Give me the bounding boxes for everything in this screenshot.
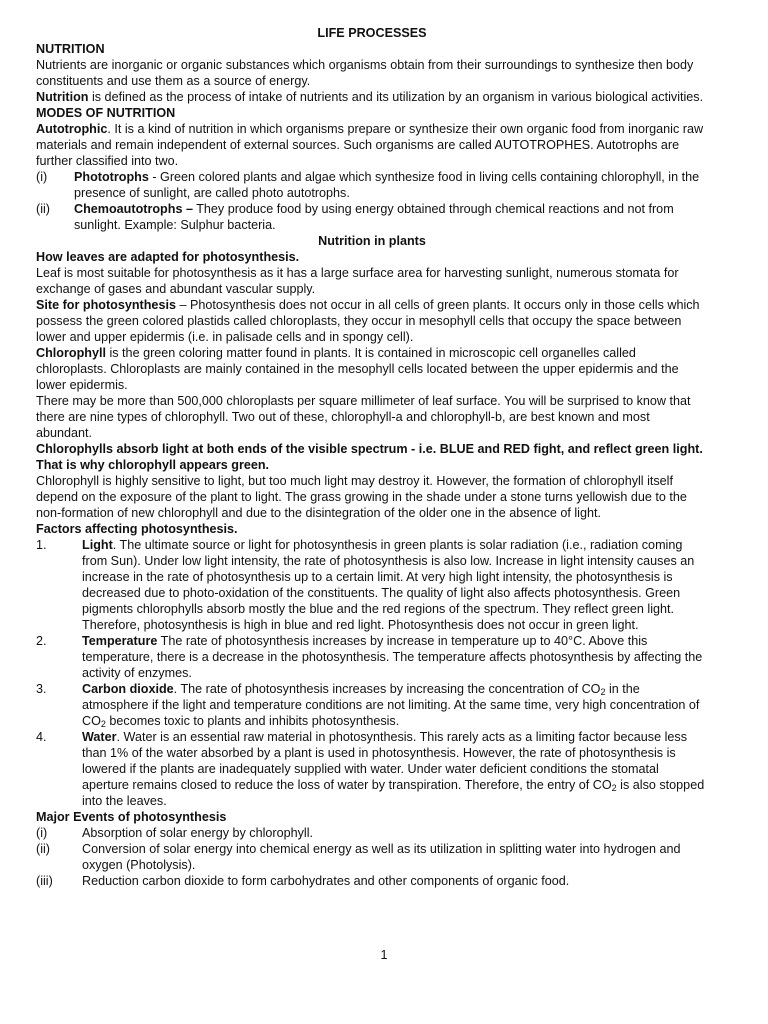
list-item: [36, 169, 708, 201]
page-number: 1: [380, 948, 388, 962]
list-item-number: (ii): [36, 842, 50, 856]
leaves-paragraph: Leaf is most suitable for photosynthesis as it has a large surface area for harvesting sunlight, numerous stomata for exchange of gases and abundant vascular supply.: [36, 266, 679, 296]
list-item-number: (i): [36, 170, 48, 184]
phototrophs-text: - Green colored plants and algae which synthesize food in living cells containing chlorophyll, in the presence of sunlight, are called photo autotrophs.: [74, 170, 700, 200]
chlorophyll-paragraph: [36, 345, 708, 393]
list-item: [36, 825, 708, 841]
list-item-number: 2.: [36, 634, 47, 648]
subscript-2: 2: [600, 687, 606, 697]
list-item: [36, 681, 708, 729]
list-item-text: [82, 681, 708, 729]
major-events-heading: Major Events of photosynthesis: [36, 810, 227, 824]
chlorophyll-term: Chlorophyll: [36, 346, 106, 360]
list-item-number: 1.: [36, 538, 47, 552]
list-item-number: (ii): [36, 202, 50, 216]
list-item-text: [74, 169, 708, 201]
chlorophyll-text: is the green coloring matter found in plants. It is contained in microscopic cell organelles called chloroplasts. Chloroplasts are mainly contained in the mesophyll cells located between the upper epidermis and the lower epidermis.: [36, 346, 679, 392]
co2-text-a: . The rate of photosynthesis increases by increasing the concentration of CO: [173, 682, 601, 696]
subscript-2: 2: [611, 783, 617, 793]
nutrition-definition: [36, 89, 708, 105]
list-item-number: (i): [36, 826, 48, 840]
modes-heading: MODES OF NUTRITION: [36, 106, 176, 120]
list-item-text: Reduction carbon dioxide to form carbohydrates and other components of organic food.: [82, 874, 570, 888]
leaves-heading: How leaves are adapted for photosynthesis.: [36, 250, 300, 264]
chemoautotrophs-term: Chemoautotrophs –: [74, 202, 193, 216]
temperature-term: Temperature: [82, 634, 158, 648]
list-item-text: [74, 201, 708, 233]
co2-text-b: in the atmosphere if the light and temperature conditions are not limiting. At the same time, very high concentration of CO: [82, 682, 700, 728]
site-text: – Photosynthesis does not occur in all cells of green plants. It occurs only in those cells which possess the green colored plastids called chloroplasts, they occur in mesophyll cells that occupy the space between lower and upper epidermis (i.e. in palisade cells and in spongy cell).: [36, 298, 700, 344]
carbon-dioxide-term: Carbon dioxide: [82, 682, 174, 696]
chemoautotrophs-text: They produce food by using energy obtained through chemical reactions and not from sunlight. Example: Sulphur bacteria.: [74, 202, 674, 232]
site-paragraph: [36, 297, 708, 345]
water-term: Water: [82, 730, 117, 744]
co2-text-c: becomes toxic to plants and inhibits photosynthesis.: [105, 714, 400, 728]
list-item-number: 4.: [36, 730, 47, 744]
water-text-a: . Water is an essential raw material in photosynthesis. This rarely acts as a limiting factor because less than 1% of the water absorbed by a plant is used in photosynthesis. However, the rate of photosynthesis is lowered if the plants are inadequately supplied with water. Under water deficient conditions the stomatal aperture remains closed to reduce the loss of water by transpiration. Therefore, the entry of CO: [82, 730, 687, 792]
list-item-text: Absorption of solar energy by chlorophyll.: [82, 826, 314, 840]
subscript-2: 2: [100, 719, 106, 729]
absorb-light-heading: Chlorophylls absorb light at both ends of the visible spectrum - i.e. BLUE and RED fight, and reflect green light. That is why chlorophyll appears green.: [36, 442, 703, 472]
nutrition-term: Nutrition: [36, 90, 89, 104]
nutrition-in-plants-heading: Nutrition in plants: [318, 234, 426, 248]
list-item-text: Conversion of solar energy into chemical energy as well as its utilization in splitting water into hydrogen and oxygen (Photolysis).: [82, 842, 681, 872]
list-item-text: [82, 633, 708, 681]
list-item: [36, 841, 708, 873]
nutrition-heading: NUTRITION: [36, 42, 105, 56]
site-term: Site for photosynthesis: [36, 298, 176, 312]
light-sensitivity-paragraph: Chlorophyll is highly sensitive to light, but too much light may destroy it. However, the formation of chlorophyll itself depend on the exposure of the plant to light. The grass growing in the shade under a stone turns yellowish due to the non-formation of new chlorophyll and due to the disintegration of the older one in the absence of light.: [36, 474, 687, 520]
nutrients-definition: Nutrients are inorganic or organic substances which organisms obtain from their surroundings to synthesize then body constituents and use them as a source of energy.: [36, 58, 694, 88]
list-item-number: 3.: [36, 682, 47, 696]
list-item: [36, 201, 708, 233]
temperature-text: The rate of photosynthesis increases by increase in temperature up to 40°C. Above this temperature, there is a decrease in the photosynthesis. The temperature affects photosynthesis by affecting the activity of enzymes.: [82, 634, 703, 680]
list-item: [36, 729, 708, 809]
list-item-text: [82, 537, 708, 633]
list-item: [36, 537, 708, 633]
document-title: LIFE PROCESSES: [317, 26, 427, 40]
list-item: [36, 873, 708, 889]
light-text: . The ultimate source or light for photosynthesis in green plants is solar radiation (i.e., radiation coming from Sun). Under low light intensity, the rate of photosynthesis is also low. Increase in light intensity causes an increase in the rate of photosynthesis up to a certain limit. At very high light intensity, the photosynthesis is decreased due to photo-oxidation of the constituents. The quality of light also affects photosynthesis. Green pigments chlorophylls absorb mostly the blue and the red regions of the spectrum. They reflect green light. Therefore, photosynthesis is high in blue and red light. Photosynthesis does not occur in green light.: [82, 538, 695, 632]
light-term: Light: [82, 538, 113, 552]
phototrophs-term: Phototrophs: [74, 170, 149, 184]
list-item: [36, 633, 708, 681]
nutrition-definition-text: is defined as the process of intake of nutrients and its utilization by an organism in various biological activities.: [88, 90, 704, 104]
autotrophic-term: Autotrophic: [36, 122, 108, 136]
factors-heading: Factors affecting photosynthesis.: [36, 522, 238, 536]
autotrophic-text: . It is a kind of nutrition in which organisms prepare or synthesize their own organic food from inorganic raw materials and remain independent of external sources. Such organisms are called AUTOTROPHES. Autotrophs are further classified into two.: [36, 122, 704, 168]
list-item-number: (iii): [36, 874, 53, 888]
water-text-b: is also stopped into the leaves.: [82, 778, 705, 808]
autotrophic-paragraph: [36, 121, 708, 169]
list-item-text: [82, 729, 708, 809]
chloroplast-count-paragraph: There may be more than 500,000 chloroplasts per square millimeter of leaf surface. You will be surprised to know that there are nine types of chlorophyll. Two out of these, chlorophyll-a and chlorophyll-b, are best known and most abundant.: [36, 394, 691, 440]
